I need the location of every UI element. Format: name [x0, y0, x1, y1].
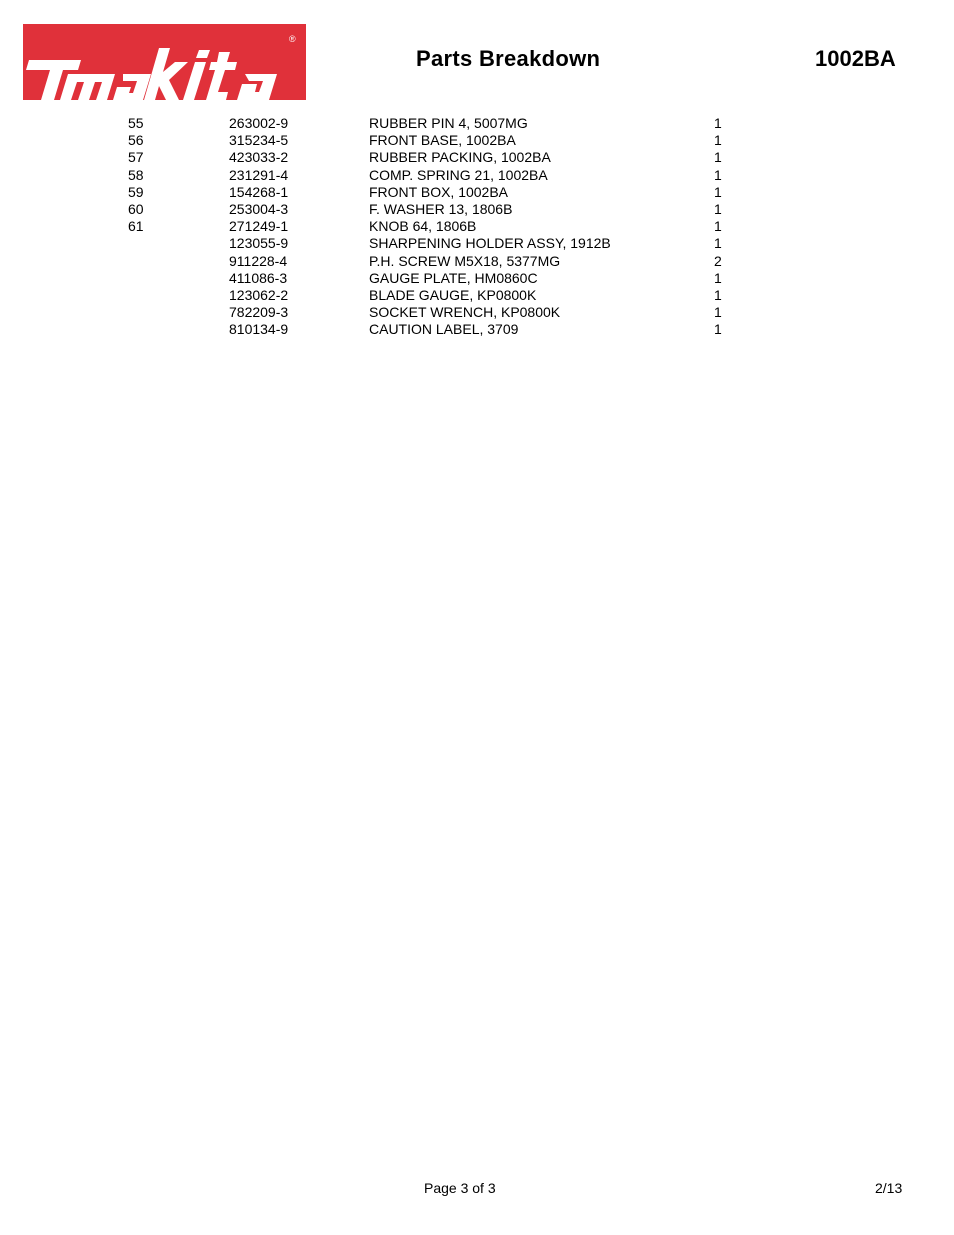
- item-number: 56: [128, 132, 144, 149]
- part-number: 423033-2: [229, 149, 289, 166]
- quantity: 1: [714, 132, 722, 149]
- quantity: 1: [714, 235, 722, 252]
- quantity: 1: [714, 321, 722, 338]
- part-number: 231291-4: [229, 166, 289, 183]
- quantity: 1: [714, 269, 722, 286]
- quantity: 1: [714, 304, 722, 321]
- part-number: 315234-5: [229, 132, 289, 149]
- part-description: BLADE GAUGE, KP0800K: [369, 286, 537, 303]
- parts-row: [0, 115, 954, 132]
- parts-row: [0, 184, 954, 201]
- quantity: 2: [714, 252, 722, 269]
- quantity: 1: [714, 166, 722, 183]
- part-description: RUBBER PIN 4, 5007MG: [369, 115, 528, 131]
- quantity: 1: [714, 218, 722, 235]
- parts-list: [0, 115, 954, 338]
- part-description: KNOB 64, 1806B: [369, 218, 477, 235]
- part-number: 271249-1: [229, 218, 289, 235]
- part-number: 123062-2: [229, 286, 289, 303]
- part-number: 253004-3: [229, 200, 289, 217]
- quantity: 1: [714, 183, 722, 200]
- parts-row: [0, 304, 954, 321]
- makita-logo: [23, 24, 306, 100]
- quantity: 1: [714, 286, 722, 303]
- item-number: 57: [128, 149, 144, 166]
- model-number: 1002BA: [815, 46, 896, 71]
- part-number: 782209-3: [229, 304, 289, 321]
- revision-date: 2/13: [875, 1180, 903, 1196]
- page-number: Page 3 of 3: [424, 1180, 496, 1196]
- part-description: RUBBER PACKING, 1002BA: [369, 149, 551, 166]
- part-number: 911228-4: [229, 252, 288, 269]
- parts-row: [0, 253, 954, 270]
- parts-row: [0, 321, 954, 338]
- item-number: 61: [128, 218, 144, 235]
- registered-mark: ®: [289, 34, 296, 44]
- part-description: COMP. SPRING 21, 1002BA: [369, 166, 548, 183]
- parts-row: [0, 235, 954, 252]
- page-title: Parts Breakdown: [416, 46, 601, 71]
- makita-logo-graphic: [23, 24, 306, 100]
- parts-row: [0, 149, 954, 166]
- parts-row: [0, 167, 954, 184]
- part-description: GAUGE PLATE, HM0860C: [369, 269, 538, 286]
- item-number: 55: [128, 115, 144, 131]
- part-description: P.H. SCREW M5X18, 5377MG: [369, 252, 561, 269]
- quantity: 1: [714, 200, 722, 217]
- part-number: 123055-9: [229, 235, 289, 252]
- part-description: FRONT BASE, 1002BA: [369, 132, 516, 149]
- parts-row: [0, 132, 954, 149]
- parts-row: [0, 287, 954, 304]
- parts-row: [0, 270, 954, 287]
- item-number: 59: [128, 183, 144, 200]
- part-number: 810134-9: [229, 321, 289, 338]
- part-description: SHARPENING HOLDER ASSY, 1912B: [369, 235, 611, 252]
- item-number: 60: [128, 200, 144, 217]
- part-description: CAUTION LABEL, 3709: [369, 321, 519, 338]
- part-description: SOCKET WRENCH, KP0800K: [369, 304, 561, 321]
- item-number: 58: [128, 166, 144, 183]
- part-description: FRONT BOX, 1002BA: [369, 183, 509, 200]
- part-number: 154268-1: [229, 183, 289, 200]
- part-description: F. WASHER 13, 1806B: [369, 200, 513, 217]
- part-number: 263002-9: [229, 115, 289, 131]
- parts-row: [0, 218, 954, 235]
- quantity: 1: [714, 149, 722, 166]
- parts-row: [0, 201, 954, 218]
- quantity: 1: [714, 115, 722, 131]
- part-number: 411086-3: [229, 269, 288, 286]
